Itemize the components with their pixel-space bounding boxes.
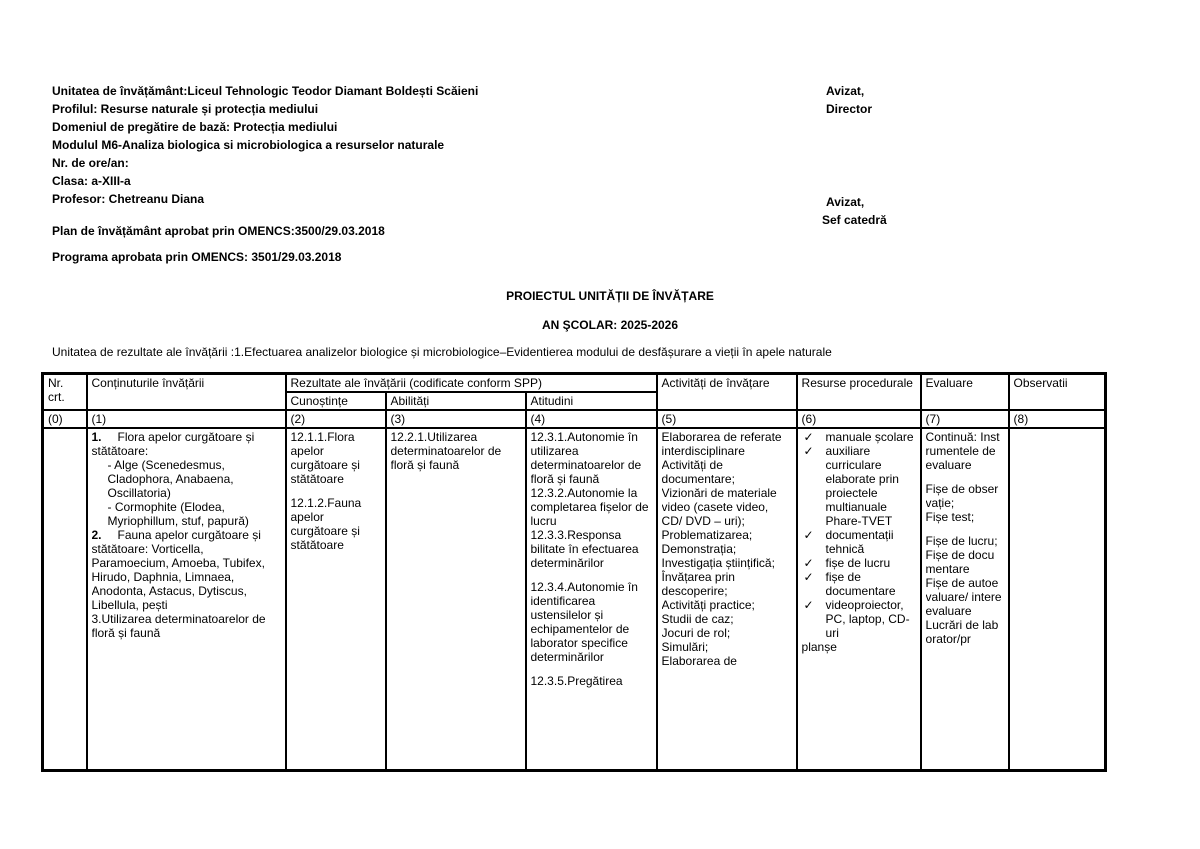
domain: Domeniul de pregătire de bază: Protecția mediului xyxy=(52,120,338,134)
cell-observatii xyxy=(1009,428,1106,771)
list-item: Activități practice; xyxy=(661,598,755,612)
list-item: Continuă: Instrumentele de evaluare xyxy=(925,430,1000,472)
header-cunostinte: Cunoștințe xyxy=(286,392,386,410)
list-item: Flora apelor curgătoare și stătătoare: xyxy=(91,430,255,458)
list-item: 12.2.1.Utilizarea determinatoarelor de floră și faună xyxy=(390,430,502,472)
hours-per-year: Nr. de ore/an: xyxy=(52,156,129,170)
item-number: 1. xyxy=(91,430,102,444)
list-item: Elaborarea de xyxy=(661,654,737,668)
profile: Profilul: Resurse naturale și protecția mediului xyxy=(52,102,319,116)
list-item: Fișe test; xyxy=(925,510,975,524)
school-year: AN ŞCOLAR: 2025-2026 xyxy=(541,318,679,332)
header-resurse: Resurse procedurale xyxy=(797,374,921,411)
list-item: 3.Utilizarea determinatoarelor de floră și faună xyxy=(91,612,266,640)
cell-activitati xyxy=(657,428,797,771)
checkmark-icon: ✓ xyxy=(803,430,814,444)
header-activitati: Activități de învățare xyxy=(657,374,797,411)
list-item: Fișe de observație; xyxy=(925,482,999,510)
director-label: Director xyxy=(826,102,873,116)
col-number: (1) xyxy=(87,410,286,428)
checkmark-icon: ✓ xyxy=(803,570,814,584)
col-number: (6) xyxy=(797,410,921,428)
learning-outcomes-unit: Unitatea de rezultate ale învățării :1.Efectuarea analizelor biologice și microbiologice–Evidentierea modului de desfășurare a vieții în apele naturale xyxy=(52,345,832,359)
list-item: 12.1.1.Flora apelor curgătoare și stătătoare xyxy=(290,430,360,486)
checkmark-icon: ✓ xyxy=(803,444,814,458)
teacher: Profesor: Chetreanu Diana xyxy=(52,192,205,206)
head-approval xyxy=(822,193,887,229)
list-item: 12.3.1.Autonomie în utilizarea determinatoarelor de floră și faună xyxy=(530,430,642,486)
cell-cunostinte xyxy=(286,428,386,771)
avizat-sef-label: Avizat, xyxy=(826,195,865,209)
cell-nr xyxy=(43,428,87,771)
header-info xyxy=(52,82,478,266)
list-item: Simulări; xyxy=(661,640,709,654)
col-number: (7) xyxy=(921,410,1009,428)
header-abilitati: Abilități xyxy=(386,392,526,410)
cell-abilitati xyxy=(386,428,526,771)
header-evaluare: Evaluare xyxy=(921,374,1009,411)
list-item: Investigația științifică; xyxy=(661,556,775,570)
list-item: Problematizarea; xyxy=(661,528,753,542)
school-unit: Unitatea de învățământ:Liceul Tehnologic Teodor Diamant Boldești Scăieni xyxy=(52,84,479,98)
checkmark-icon: ✓ xyxy=(803,556,814,570)
item-number: 2. xyxy=(91,528,102,542)
header-continuturi: Conținuturile învățării xyxy=(87,374,286,411)
list-item: Elaborarea de referate interdisciplinare xyxy=(661,430,782,458)
list-item: 12.1.2.Fauna apelor curgătoare și stătătoare xyxy=(290,496,362,552)
cell-resurse xyxy=(797,428,921,771)
learning-unit-table xyxy=(41,372,1107,772)
col-number: (8) xyxy=(1009,410,1106,428)
list-item: ✓ videoproiector, PC, laptop, CD-uri xyxy=(803,598,910,640)
project-title: PROIECTUL UNITĂȚII DE ÎNVĂȚARE xyxy=(506,289,714,303)
class: Clasa: a-XIII-a xyxy=(52,174,131,188)
list-item: Fișe de autoevaluare/ intereevaluare xyxy=(925,576,1002,618)
list-item: Fișe de documentare xyxy=(925,548,995,576)
list-item: 12.3.4.Autonomie în identificarea ustensilelor și echipamentelor de laborator specifice determinărilor xyxy=(530,580,638,664)
list-item: Activități de documentare; xyxy=(661,458,735,486)
checkmark-icon: ✓ xyxy=(803,598,814,612)
col-number: (4) xyxy=(526,410,657,428)
list-item: Lucrări de laborator/pr xyxy=(925,618,999,646)
header-atitudini: Atitudini xyxy=(526,392,657,410)
list-item: - Alge (Scenedesmus, Cladophora, Anabaena, Oscillatoria) xyxy=(107,458,234,500)
col-number: (5) xyxy=(657,410,797,428)
header-nr: Nr. crt. xyxy=(43,374,87,411)
col-number: (3) xyxy=(386,410,526,428)
list-item: 12.3.5.Pregătirea xyxy=(530,674,623,688)
list-item: Vizionări de materiale video (casete video, CD/ DVD – uri); xyxy=(661,486,777,528)
list-item: ✓ documentații tehnică xyxy=(803,528,894,556)
list-item: - Cormophite (Elodea, Myriophillum, stuf, papură) xyxy=(107,500,249,528)
list-item: 12.3.2.Autonomie la completarea fișelor de lucru xyxy=(530,486,649,528)
list-item: ✓ manuale școlare xyxy=(803,430,914,444)
education-plan: Plan de învățământ aprobat prin OMENCS:3500/29.03.2018 xyxy=(52,224,385,238)
cell-evaluare xyxy=(921,428,1009,771)
list-item: ✓ fișe de lucru xyxy=(803,556,891,570)
list-item: 12.3.3.Responsa bilitate în efectuarea determinărilor xyxy=(530,528,639,570)
list-item: ✓ fișe de documentare xyxy=(803,570,896,598)
header-rezultate: Rezultate ale învățării (codificate conform SPP) xyxy=(286,374,657,393)
list-item: planșe xyxy=(801,640,837,654)
list-item: Studii de caz; xyxy=(661,612,734,626)
cell-continuturi xyxy=(87,428,286,771)
list-item: Învățarea prin descoperire; xyxy=(661,570,735,598)
header-observatii: Observatii xyxy=(1009,374,1106,411)
avizat-director-label: Avizat, xyxy=(826,84,865,98)
list-item: Jocuri de rol; xyxy=(661,626,731,640)
director-approval xyxy=(826,82,872,118)
col-number: (2) xyxy=(286,410,386,428)
list-item: Fauna apelor curgătoare și stătătoare: Vorticella, Paramoecium, Amoeba, Tubifex, Hirudo, Daphnia, Limnaea, Anodonta, Astacus, Dytiscus, Libellula, pești xyxy=(91,528,265,612)
list-item: Demonstrația; xyxy=(661,542,737,556)
module: Modulul M6-Analiza biologica si microbiologica a resurselor naturale xyxy=(52,138,445,152)
list-item: ✓ auxiliare curriculare elaborate prin proiectele multianuale Phare-TVET xyxy=(803,444,899,528)
col-number: (0) xyxy=(43,410,87,428)
sef-catedra-label: Sef catedră xyxy=(822,213,887,227)
checkmark-icon: ✓ xyxy=(803,528,814,542)
curriculum: Programa aprobata prin OMENCS: 3501/29.03.2018 xyxy=(52,250,342,264)
table-row xyxy=(43,428,1106,771)
cell-atitudini xyxy=(526,428,657,771)
list-item: Fișe de lucru; xyxy=(925,534,998,548)
